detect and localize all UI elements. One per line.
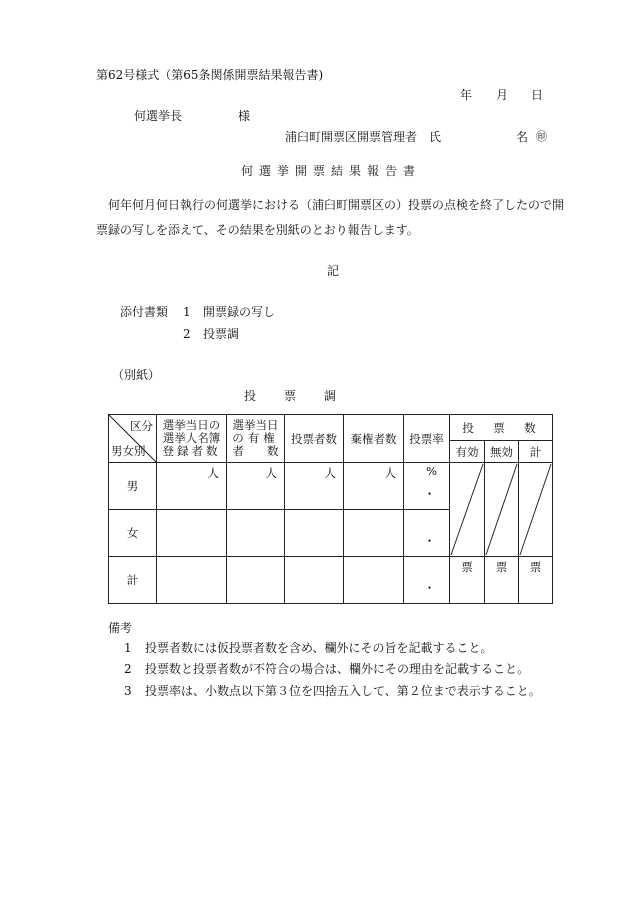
annex-label: （別紙） [112,368,161,382]
sender: 浦臼町開票区開票管理者 氏 [285,130,442,144]
cell-voters-male [285,463,344,510]
unit-percent: % [426,464,437,478]
eligible-header-line-2: の有権 [232,431,279,445]
cell-invalid-total [485,557,519,604]
date-day-label: 日 [531,88,544,102]
cell-voters-female [285,510,344,557]
eligible-header-line-1: 選挙当日 [232,418,279,432]
cell-eligible-total [227,557,285,604]
date-year-label: 年 [460,88,473,102]
cell-registered-female [157,510,227,557]
attachment-number-1: 1 [183,305,191,319]
seal-mark: ㊞ [536,130,547,143]
attachments-label: 添付書類 [120,305,169,319]
note-item-3: 投票率は、小数点以下第３位を四捨五入して、第２位まで表示すること。 [145,684,541,698]
note-item-1: 投票者数には仮投票者数を含め、欄外にその旨を記載すること。 [145,641,493,655]
attachment-number-2: 2 [183,327,191,341]
cell-registered-total [157,557,227,604]
abstainers-count-header: 棄権者数 [344,415,404,463]
document-title: 何選挙開票結果報告書 [241,164,422,178]
cell-abstainers-female [344,510,404,557]
decimal-point: ・ [423,581,436,595]
cell-rate-female [404,510,450,557]
cell-registered-male [157,463,227,510]
row-label-female: 女 [109,510,157,557]
unit-person: 人 [324,466,336,480]
attachment-item-2: 投票調 [203,327,240,341]
sender-name-label: 名 [516,130,529,144]
turnout-rate-header: 投票率 [404,415,450,463]
note-number-3: 3 [124,684,132,698]
category-label: 区分 [130,419,153,433]
note-number-1: 1 [124,641,132,655]
cell-eligible-male [227,463,285,510]
table-row-male [109,463,553,510]
row-label-total: 計 [109,557,157,604]
cell-total-struck [519,463,553,557]
cell-eligible-female [227,510,285,557]
unit-person: 人 [384,466,396,480]
decimal-point: ・ [423,534,436,548]
cell-rate-total [404,557,450,604]
unit-person: 人 [207,466,219,480]
registered-header-line-2: 選挙人名簿 [162,431,221,445]
form-number: 第62号様式（第65条関係開票結果報告書) [96,68,324,82]
cell-voters-total [285,557,344,604]
valid-votes-header: 有効 [450,441,485,463]
body-paragraph-text: 何年何月何日執行の何選挙における（浦臼町開票区の）投票の点検を終了したので開票録の写しを添えて、その結果を別紙のとおり報告します。 [96,198,565,237]
annex-title: 投 票 調 [244,389,345,403]
voters-count-header: 投票者数 [285,415,344,463]
diagonal-header-cell [109,415,157,463]
cell-abstainers-total [344,557,404,604]
row-label-male: 男 [109,463,157,510]
date-month-label: 月 [496,88,509,102]
body-paragraph [96,193,574,243]
registered-header-line-1: 選挙当日の [162,418,221,432]
invalid-votes-header: 無効 [485,441,519,463]
eligible-header-line-3: 者 数 [232,444,279,458]
cell-valid-total [450,557,485,604]
gender-label: 男女別 [111,444,146,458]
eligible-voters-header [227,415,285,463]
attachment-item-1: 開票録の写し [203,305,276,319]
cell-valid-struck [450,463,485,557]
cell-invalid-struck [485,463,519,557]
note-item-2: 投票数と投票者数が不符合の場合は、欄外にその理由を記載すること。 [145,662,530,676]
ki-label: 記 [327,264,340,278]
cell-grand-total [519,557,553,604]
addressee: 何選挙長 [134,109,183,123]
decimal-point: ・ [423,487,436,501]
cell-abstainers-male [344,463,404,510]
table-row-total [109,557,553,604]
unit-vote: 票 [529,560,542,574]
unit-vote: 票 [495,560,508,574]
unit-person: 人 [265,466,277,480]
notes-label: 備考 [108,621,133,635]
honorific: 様 [238,109,251,123]
note-number-2: 2 [124,662,132,676]
vote-table [108,414,553,604]
registered-header-line-3: 登録者数 [162,444,221,458]
votes-count-header: 投 票 数 [450,415,553,441]
registered-voters-header [157,415,227,463]
total-votes-header: 計 [519,441,553,463]
unit-vote: 票 [461,560,473,574]
cell-rate-male [404,463,450,510]
